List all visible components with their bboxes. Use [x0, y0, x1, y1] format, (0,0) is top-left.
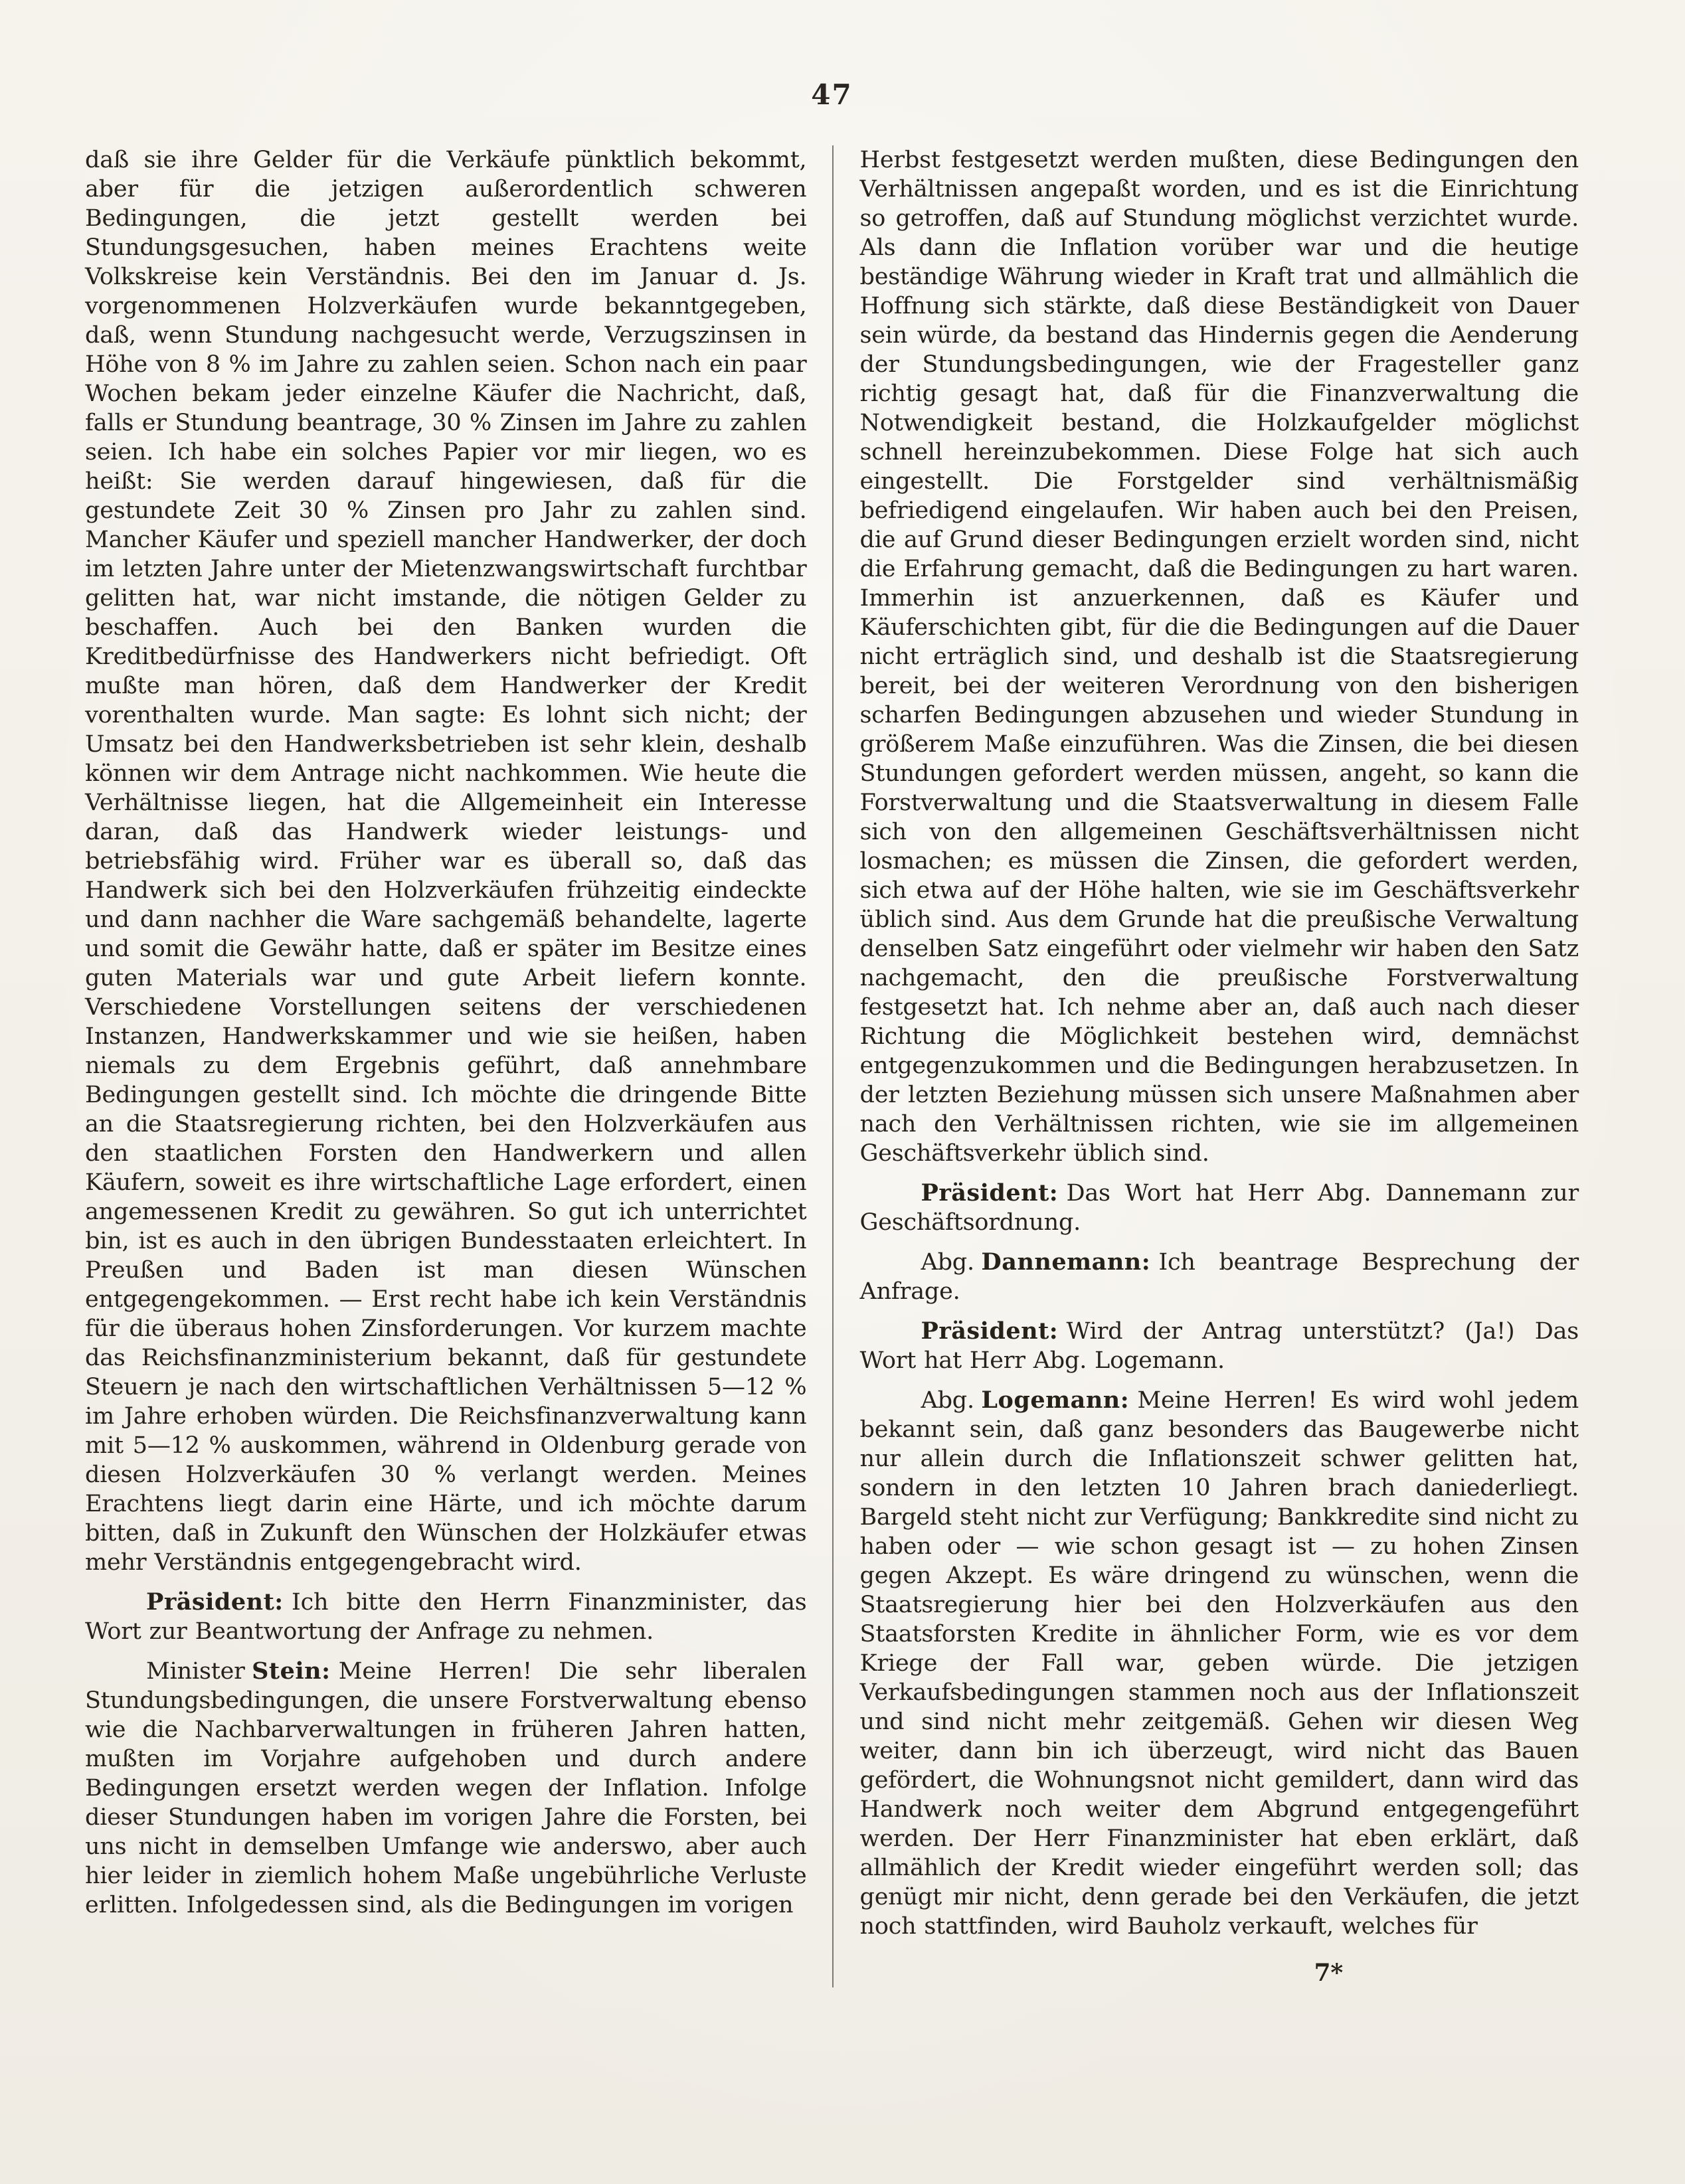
- speaker-name: Präsident:: [921, 1179, 1059, 1207]
- speech-paragraph-president: [860, 1179, 1579, 1237]
- speaker-name: Präsident:: [921, 1317, 1059, 1345]
- speaker-prefix: Abg.: [921, 1249, 974, 1276]
- signature-mark: 7*: [1314, 1959, 1343, 1987]
- speaker-name: Logemann:: [981, 1386, 1130, 1414]
- text-columns: [85, 145, 1579, 1987]
- speech-paragraph-president: [860, 1317, 1579, 1375]
- speaker-prefix: Abg.: [921, 1387, 974, 1414]
- speaker-name: Präsident:: [146, 1588, 284, 1616]
- body-paragraph: [85, 145, 807, 1577]
- body-text: Herbst festgesetzt werden mußten, diese Bedingungen den Verhältnissen angepaßt worden, und es ist die Einrichtung so getroffen, daß auf Stundung möglichst verzichtet wurde. Als dann die Inflation vorüber war und die heutige beständige Währung wieder in Kraft trat und allmählich die Hoffnung sich stärkte, daß diese Beständigkeit von Dauer sein würde, da bestand das Hindernis gegen die Aenderung der Stundungsbedingungen, wie der Fragesteller ganz richtig gesagt hat, daß für die Finanzverwaltung die Notwendigkeit bestand, die Holzkaufgelder möglichst schnell hereinzubekommen. Diese Folge hat sich auch eingestellt. Die Forstgelder sind verhältnismäßig befriedigend eingelaufen. Wir haben auch bei den Preisen, die auf Grund dieser Bedingungen erzielt worden sind, nicht die Erfahrung gemacht, daß die Bedingungen zu hart waren. Immerhin ist anzuerkennen, daß es Käufer und Käuferschichten gibt, für die die Bedingungen auf die Dauer nicht erträglich sind, und deshalb ist die Staatsregierung bereit, bei der weiteren Verordnung von den bisherigen scharfen Bedingungen abzusehen und wieder Stundung in größerem Maße einzuführen. Was die Zinsen, die bei diesen Stundungen gefordert werden müssen, angeht, so kann die Forstverwaltung und die Staatsverwaltung in diesem Falle sich von den allgemeinen Geschäftsverhältnissen nicht losmachen; es müssen die Zinsen, die gefordert werden, sich etwa auf der Höhe halten, wie sie im Geschäftsverkehr üblich sind. Aus dem Grunde hat die preußische Verwaltung denselben Satz eingeführt oder vielmehr wir haben den Satz nachgemacht, den die preußische Forstverwaltung festgesetzt hat. Ich nehme aber an, daß auch nach dieser Richtung die Möglichkeit bestehen wird, demnächst entgegenzukommen und die Bedingungen herabzusetzen. In der letzten Beziehung müssen sich unsere Maßnahmen aber nach den Verhältnissen richten, wie sie im allgemeinen Geschäftsverkehr üblich sind.: [859, 147, 1579, 1167]
- right-column: [832, 145, 1579, 1987]
- speaker-name: Stein:: [252, 1657, 331, 1685]
- speech-text: Meine Herren! Die sehr liberalen Stundungsbedingungen, die unsere Forstverwaltung ebenso wie die Nachbarverwaltungen in früheren Jahren hatten, mußten im Vorjahre aufgehoben und durch andere Bedingungen ersetzt werden wegen der Inflation. Infolge dieser Stundungen haben im vorigen Jahre die Forsten, bei uns nicht in demselben Umfange wie anderswo, aber auch hier leider in ziemlich hohem Maße ungebührliche Verluste erlitten. Infolgedessen sind, als die Bedingungen im vorigen: [85, 1658, 807, 1918]
- speaker-prefix: Minister: [146, 1658, 245, 1685]
- speech-text: Meine Herren! Es wird wohl jedem bekannt sein, daß ganz besonders das Baugewerbe nicht nur allein durch die Inflationszeit schwer gelitten hat, sondern in den letzten 10 Jahren brach daniederliegt. Bargeld steht nicht zur Verfügung; Bankkredite sind nicht zu haben oder — wie schon gesagt ist — zu hohen Zinsen gegen Akzept. Es wäre dringend zu wünschen, wenn die Staatsregierung hier bei den Holzverkäufen aus den Staatsforsten Kredite in ähnlicher Form, wie es vor dem Kriege der Fall war, geben würde. Die jetzigen Verkaufsbedingungen stammen noch aus der Inflationszeit und sind nicht mehr zeitgemäß. Gehen wir diesen Weg weiter, dann bin ich überzeugt, wird nicht das Bauen gefördert, die Wohnungsnot nicht gemildert, dann wird das Handwerk noch weiter dem Abgrund entgegengeführt werden. Der Herr Finanzminister hat eben erklärt, daß allmählich der Kredit wieder eingeführt werden soll; das genügt mir nicht, denn gerade bei den Verkäufen, die jetzt noch stattfinden, wird Bauholz verkauft, welches für: [859, 1387, 1579, 1940]
- speech-paragraph-president: [85, 1588, 807, 1646]
- page-number: 47: [811, 78, 853, 111]
- speaker-name: Dannemann:: [981, 1248, 1151, 1276]
- body-paragraph: [860, 145, 1579, 1168]
- speech-paragraph-minister-stein: [85, 1657, 807, 1920]
- speech-text: Wird der Antrag unterstützt? (Ja!) Das Wort hat Herr Abg. Logemann.: [859, 1318, 1579, 1374]
- speech-text: Ich bitte den Herrn Finanzminister, das Wort zur Beantwortung der Anfrage zu nehmen.: [85, 1589, 807, 1645]
- body-text: daß sie ihre Gelder für die Verkäufe pünktlich bekommt, aber für die jetzigen außerordentlich schweren Bedingungen, die jetzt gestellt werden bei Stundungsgesuchen, haben meines Erachtens weite Volkskreise kein Verständnis. Bei den im Januar d. Js. vorgenommenen Holzverkäufen wurde bekanntgegeben, daß, wenn Stundung nachgesucht werde, Verzugszinsen in Höhe von 8 % im Jahre zu zahlen seien. Schon nach ein paar Wochen bekam jeder einzelne Käufer die Nachricht, daß, falls er Stundung beantrage, 30 % Zinsen im Jahre zu zahlen seien. Ich habe ein solches Papier vor mir liegen, wo es heißt: Sie werden darauf hingewiesen, daß für die gestundete Zeit 30 % Zinsen pro Jahr zu zahlen sind. Mancher Käufer und speziell mancher Handwerker, der doch im letzten Jahre unter der Mietenzwangswirtschaft furchtbar gelitten hat, war nicht imstande, die nötigen Gelder zu beschaffen. Auch bei den Banken wurden die Kreditbedürfnisse des Handwerkers nicht befriedigt. Oft mußte man hören, daß dem Handwerker der Kredit vorenthalten wurde. Man sagte: Es lohnt sich nicht; der Umsatz bei den Handwerksbetrieben ist sehr klein, deshalb können wir dem Antrage nicht nachkommen. Wie heute die Verhältnisse liegen, hat die Allgemeinheit ein Interesse daran, daß das Handwerk wieder leistungs- und betriebsfähig wird. Früher war es überall so, daß das Handwerk sich bei den Holzverkäufen frühzeitig eindeckte und dann nachher die Ware sachgemäß behandelte, lagerte und somit die Gewähr hatte, daß er später im Besitze eines guten Materials war und gute Arbeit liefern konnte. Verschiedene Vorstellungen seitens der verschiedenen Instanzen, Handwerkskammer und wie sie heißen, haben niemals zu dem Ergebnis geführt, daß annehmbare Bedingungen gestellt sind. Ich möchte die dringende Bitte an die Staatsregierung richten, bei den Holzverkäufen aus den staatlichen Forsten den Handwerkern und allen Käufern, soweit es ihre wirtschaftliche Lage erfordert, einen angemessenen Kredit zu gewähren. So gut ich unterrichtet bin, ist es auch in den übrigen Bundesstaaten erleichtert. In Preußen und Baden ist man diesen Wünschen entgegengekommen. — Erst recht habe ich kein Verständnis für die überaus hohen Zinsforderungen. Vor kurzem machte das Reichsfinanzministerium bekannt, daß für gestundete Steuern je nach den wirtschaftlichen Verhältnissen 5—12 % im Jahre erhoben würden. Die Reichsfinanzverwaltung kann mit 5—12 % auskommen, während in Oldenburg gerade von diesen Holzverkäufen 30 % verlangt werden. Meines Erachtens liegt darin eine Härte, und ich möchte darum bitten, daß in Zukunft den Wünschen der Holzkäufer etwas mehr Verständnis entgegengebracht wird.: [85, 147, 807, 1576]
- speech-paragraph-dannemann: [860, 1248, 1579, 1306]
- speech-text: Das Wort hat Herr Abg. Dannemann zur Geschäftsordnung.: [859, 1180, 1579, 1236]
- left-column: [85, 145, 832, 1987]
- speech-text: Ich beantrage Besprechung der Anfrage.: [859, 1249, 1579, 1305]
- speech-paragraph-logemann: [860, 1386, 1579, 1941]
